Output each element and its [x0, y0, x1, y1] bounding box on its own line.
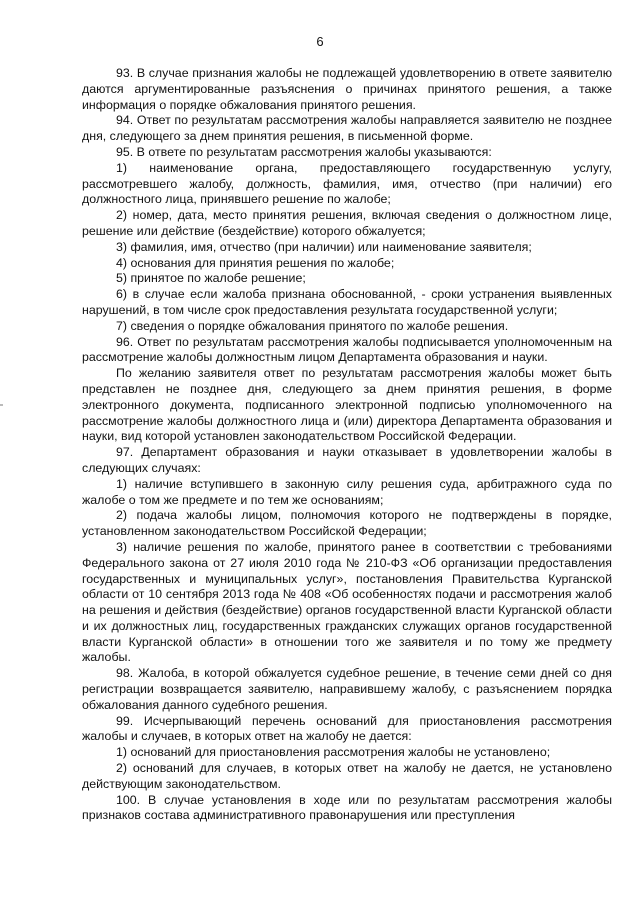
list-item: 3) наличие решения по жалобе, принятого ранее в соответствии с требованиями Федерального закона от 27 июля 2010 года № 210-ФЗ «Об организации предоставления государственных и муниципальных услуг», постановления Правительства Курганской области от 10 сентября 2013 года № 408 «Об особенностях подачи и рассмотрения жалоб на решения и действия (бездействие) органов государственной власти Курганской области и их должностных лиц, государственных гражданских служащих органов государственной власти Курганской области» в отношении того же заявителя и по тому же предмету жалобы.: [82, 539, 612, 665]
paragraph-99: 99. Исчерпывающий перечень оснований для приостановления рассмотрения жалобы и случаев, в которых ответ на жалобу не дается:: [82, 713, 612, 744]
document-body: [82, 66, 612, 824]
list-item: 1) оснований для приостановления рассмотрения жалобы не установлено;: [116, 745, 551, 760]
list-item: 6) в случае если жалоба признана обоснованной, - сроки устранения выявленных нарушений, в том числе срок предоставления результата государственной услуги;: [82, 287, 612, 317]
paragraph-94: 94. Ответ по результатам рассмотрения жалобы направляется заявителю не позднее дня, следующего за днем принятия решения, в письменной форме.: [82, 113, 612, 144]
page-number: 6: [316, 34, 324, 49]
list-item: 4) основания для принятия решения по жалобе;: [116, 255, 395, 270]
paragraph-93: 93. В случае признания жалобы не подлежащей удовлетворению в ответе заявителю даются аргументированные разъяснения о причинах принятого решения, а также информация о порядке обжалования принятого решения.: [82, 66, 612, 112]
list-item: 5) принятое по жалобе решение;: [116, 271, 306, 286]
list-item: 1) наличие вступившего в законную силу решения суда, арбитражного суда по жалобе о том же предмете и по тем же основаниям;: [82, 476, 612, 507]
list-item: 2) оснований для случаев, в которых ответ на жалобу не дается, не установлено действующим законодательством.: [82, 761, 612, 791]
paragraph-97: 97. Департамент образования и науки отказывает в удовлетворении жалобы в следующих случаях:: [82, 445, 612, 475]
paragraph-96-continuation: По желанию заявителя ответ по результатам рассмотрения жалобы может быть представлен не позднее дня, следующего за днем принятия решения, в форме электронного документа, подписанного электронной подписью уполномоченного на рассмотрение жалобы должностного лица и (или) директора Департамента образования и науки, вид которой установлен законодательством Российской Федерации.: [82, 366, 612, 444]
list-item: 7) сведения о порядке обжалования принятого по жалобе решения.: [116, 318, 509, 333]
list-item: 3) фамилия, имя, отчество (при наличии) или наименование заявителя;: [116, 239, 532, 254]
scan-mark: [0, 404, 3, 406]
list-item: 1) наименование органа, предоставляющего государственную услугу, рассмотревшего жалобу, должность, фамилия, имя, отчество (при наличии) его должностного лица, принявшего решение по жалобе;: [82, 160, 612, 207]
list-item: 2) подача жалобы лицом, полномочия которого не подтверждены в порядке, установленном законодательством Российской Федерации;: [82, 508, 612, 539]
paragraph-100: 100. В случае установления в ходе или по результатам рассмотрения жалобы признаков состава административного правонарушения или преступления: [82, 792, 612, 823]
paragraph-95: 95. В ответе по результатам рассмотрения жалобы указываются:: [116, 144, 492, 159]
paragraph-98: 98. Жалоба, в которой обжалуется судебное решение, в течение семи дней со дня регистрации возвращается заявителю, направившему жалобу, с разъяснением порядка обжалования данного судебного решения.: [82, 666, 612, 712]
paragraph-96: 96. Ответ по результатам рассмотрения жалобы подписывается уполномоченным на рассмотрение жалобы должностным лицом Департамента образования и науки.: [82, 334, 612, 365]
list-item: 2) номер, дата, место принятия решения, включая сведения о должностном лице, решение или действие (бездействие) которого обжалуется;: [82, 208, 612, 238]
